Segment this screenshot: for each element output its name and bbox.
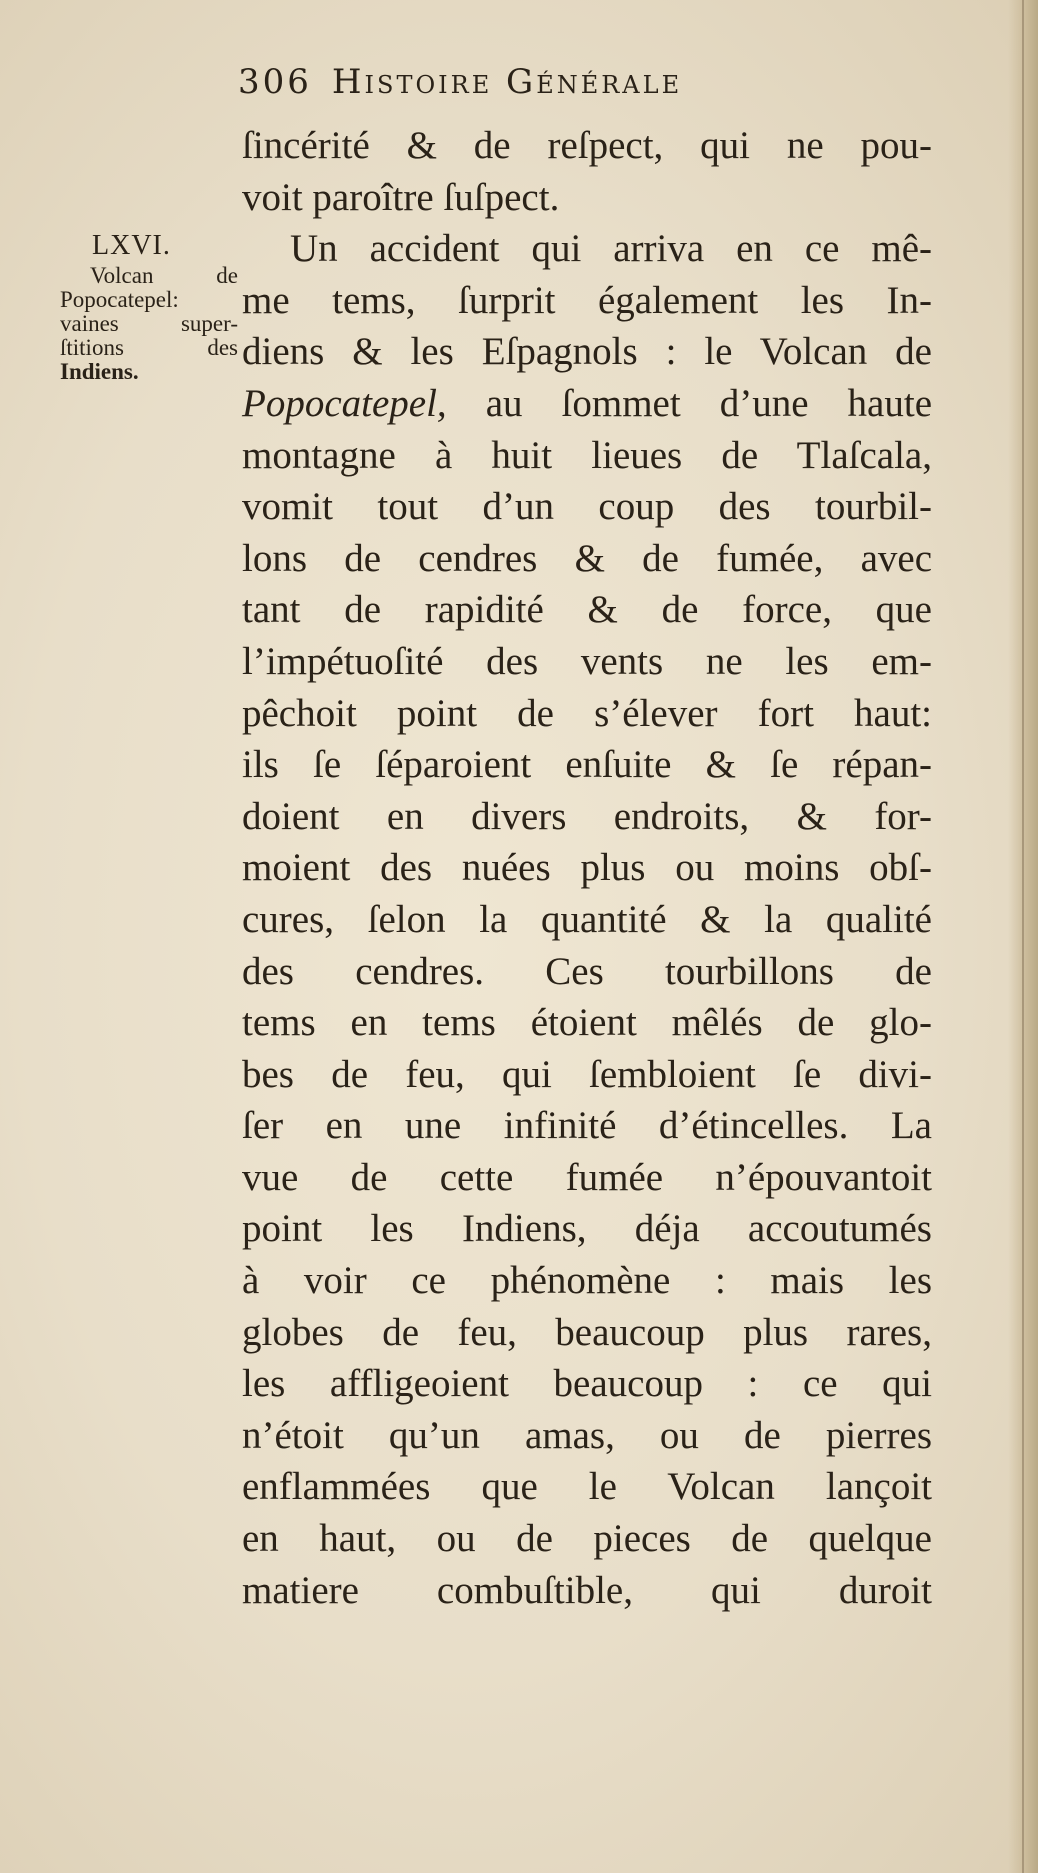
text-line: me tems, ſurprit également les In- xyxy=(242,278,932,322)
text-line: diens & les Eſpagnols : le Volcan de xyxy=(242,330,932,374)
text-line: voit paroître ſuſpect. xyxy=(242,175,560,219)
margin-note-line: Volcan de xyxy=(90,263,238,288)
text-line: montagne à huit lieues de Tlaſcala, xyxy=(242,433,932,477)
text-line: vomit tout d’un coup des tourbil- xyxy=(242,485,932,529)
text-line: des cendres. Ces tourbillons de xyxy=(242,949,932,993)
text-line-rest: au ſommet d’une haute xyxy=(485,381,933,425)
text-line: vue de cette fumée n’épouvantoit xyxy=(242,1155,932,1199)
text-line: ils ſe ſéparoient enſuite & ſe répan- xyxy=(242,743,932,787)
text-line: tems en tems étoient mêlés de glo- xyxy=(242,1001,932,1045)
text-line: ſincérité & de reſpect, qui ne pou- xyxy=(242,124,932,167)
text-line: bes de feu, qui ſembloient ſe divi- xyxy=(242,1052,932,1096)
text-line: point les Indiens, déja accoutumés xyxy=(242,1207,932,1251)
text-line: cures, ſelon la quantité & la qualité xyxy=(242,897,932,941)
text-line xyxy=(242,378,932,430)
text-line: globes de feu, beaucoup plus rares, xyxy=(242,1310,932,1354)
page-number: 306 xyxy=(238,62,312,102)
text-line: les affligeoient beaucoup : ce qui xyxy=(242,1362,932,1406)
text-line: ſer en une infinité d’étincelles. La xyxy=(242,1104,932,1148)
text-line: Un accident qui arriva en ce mê- xyxy=(290,227,932,271)
text-line: à voir ce phénomène : mais les xyxy=(242,1259,932,1303)
running-head xyxy=(238,62,898,102)
text-line: doient en divers endroits, & for- xyxy=(242,794,932,838)
margin-note xyxy=(60,228,238,384)
text-line: en haut, ou de pieces de quelque xyxy=(242,1517,932,1561)
margin-note-line: Indiens. xyxy=(60,359,139,384)
text-line: lons de cendres & de fumée, avec xyxy=(242,536,932,580)
text-line: tant de rapidité & de force, que xyxy=(242,588,932,632)
running-title: Histoire Générale xyxy=(331,62,683,102)
text-line: l’impétuoſité des vents ne les em- xyxy=(242,639,932,683)
italic-place-name: Popocatepel, xyxy=(242,381,447,425)
text-line: pêchoit point de s’élever fort haut: xyxy=(242,691,932,735)
body-text xyxy=(242,120,932,1616)
text-line: moient des nuées plus ou moins obſ- xyxy=(242,846,932,890)
margin-note-line: Popocatepel: xyxy=(60,287,179,312)
section-number: LXVI. xyxy=(92,230,171,261)
text-line: matiere combuſtible, qui duroit xyxy=(242,1568,932,1612)
page-edge-line xyxy=(1022,0,1024,1873)
margin-note-line: vaines super- xyxy=(60,311,238,336)
text-line: enflammées que le Volcan lançoit xyxy=(242,1465,932,1509)
text-line: n’étoit qu’un amas, ou de pierres xyxy=(242,1413,932,1457)
margin-note-line: ſtitions des xyxy=(60,335,238,360)
